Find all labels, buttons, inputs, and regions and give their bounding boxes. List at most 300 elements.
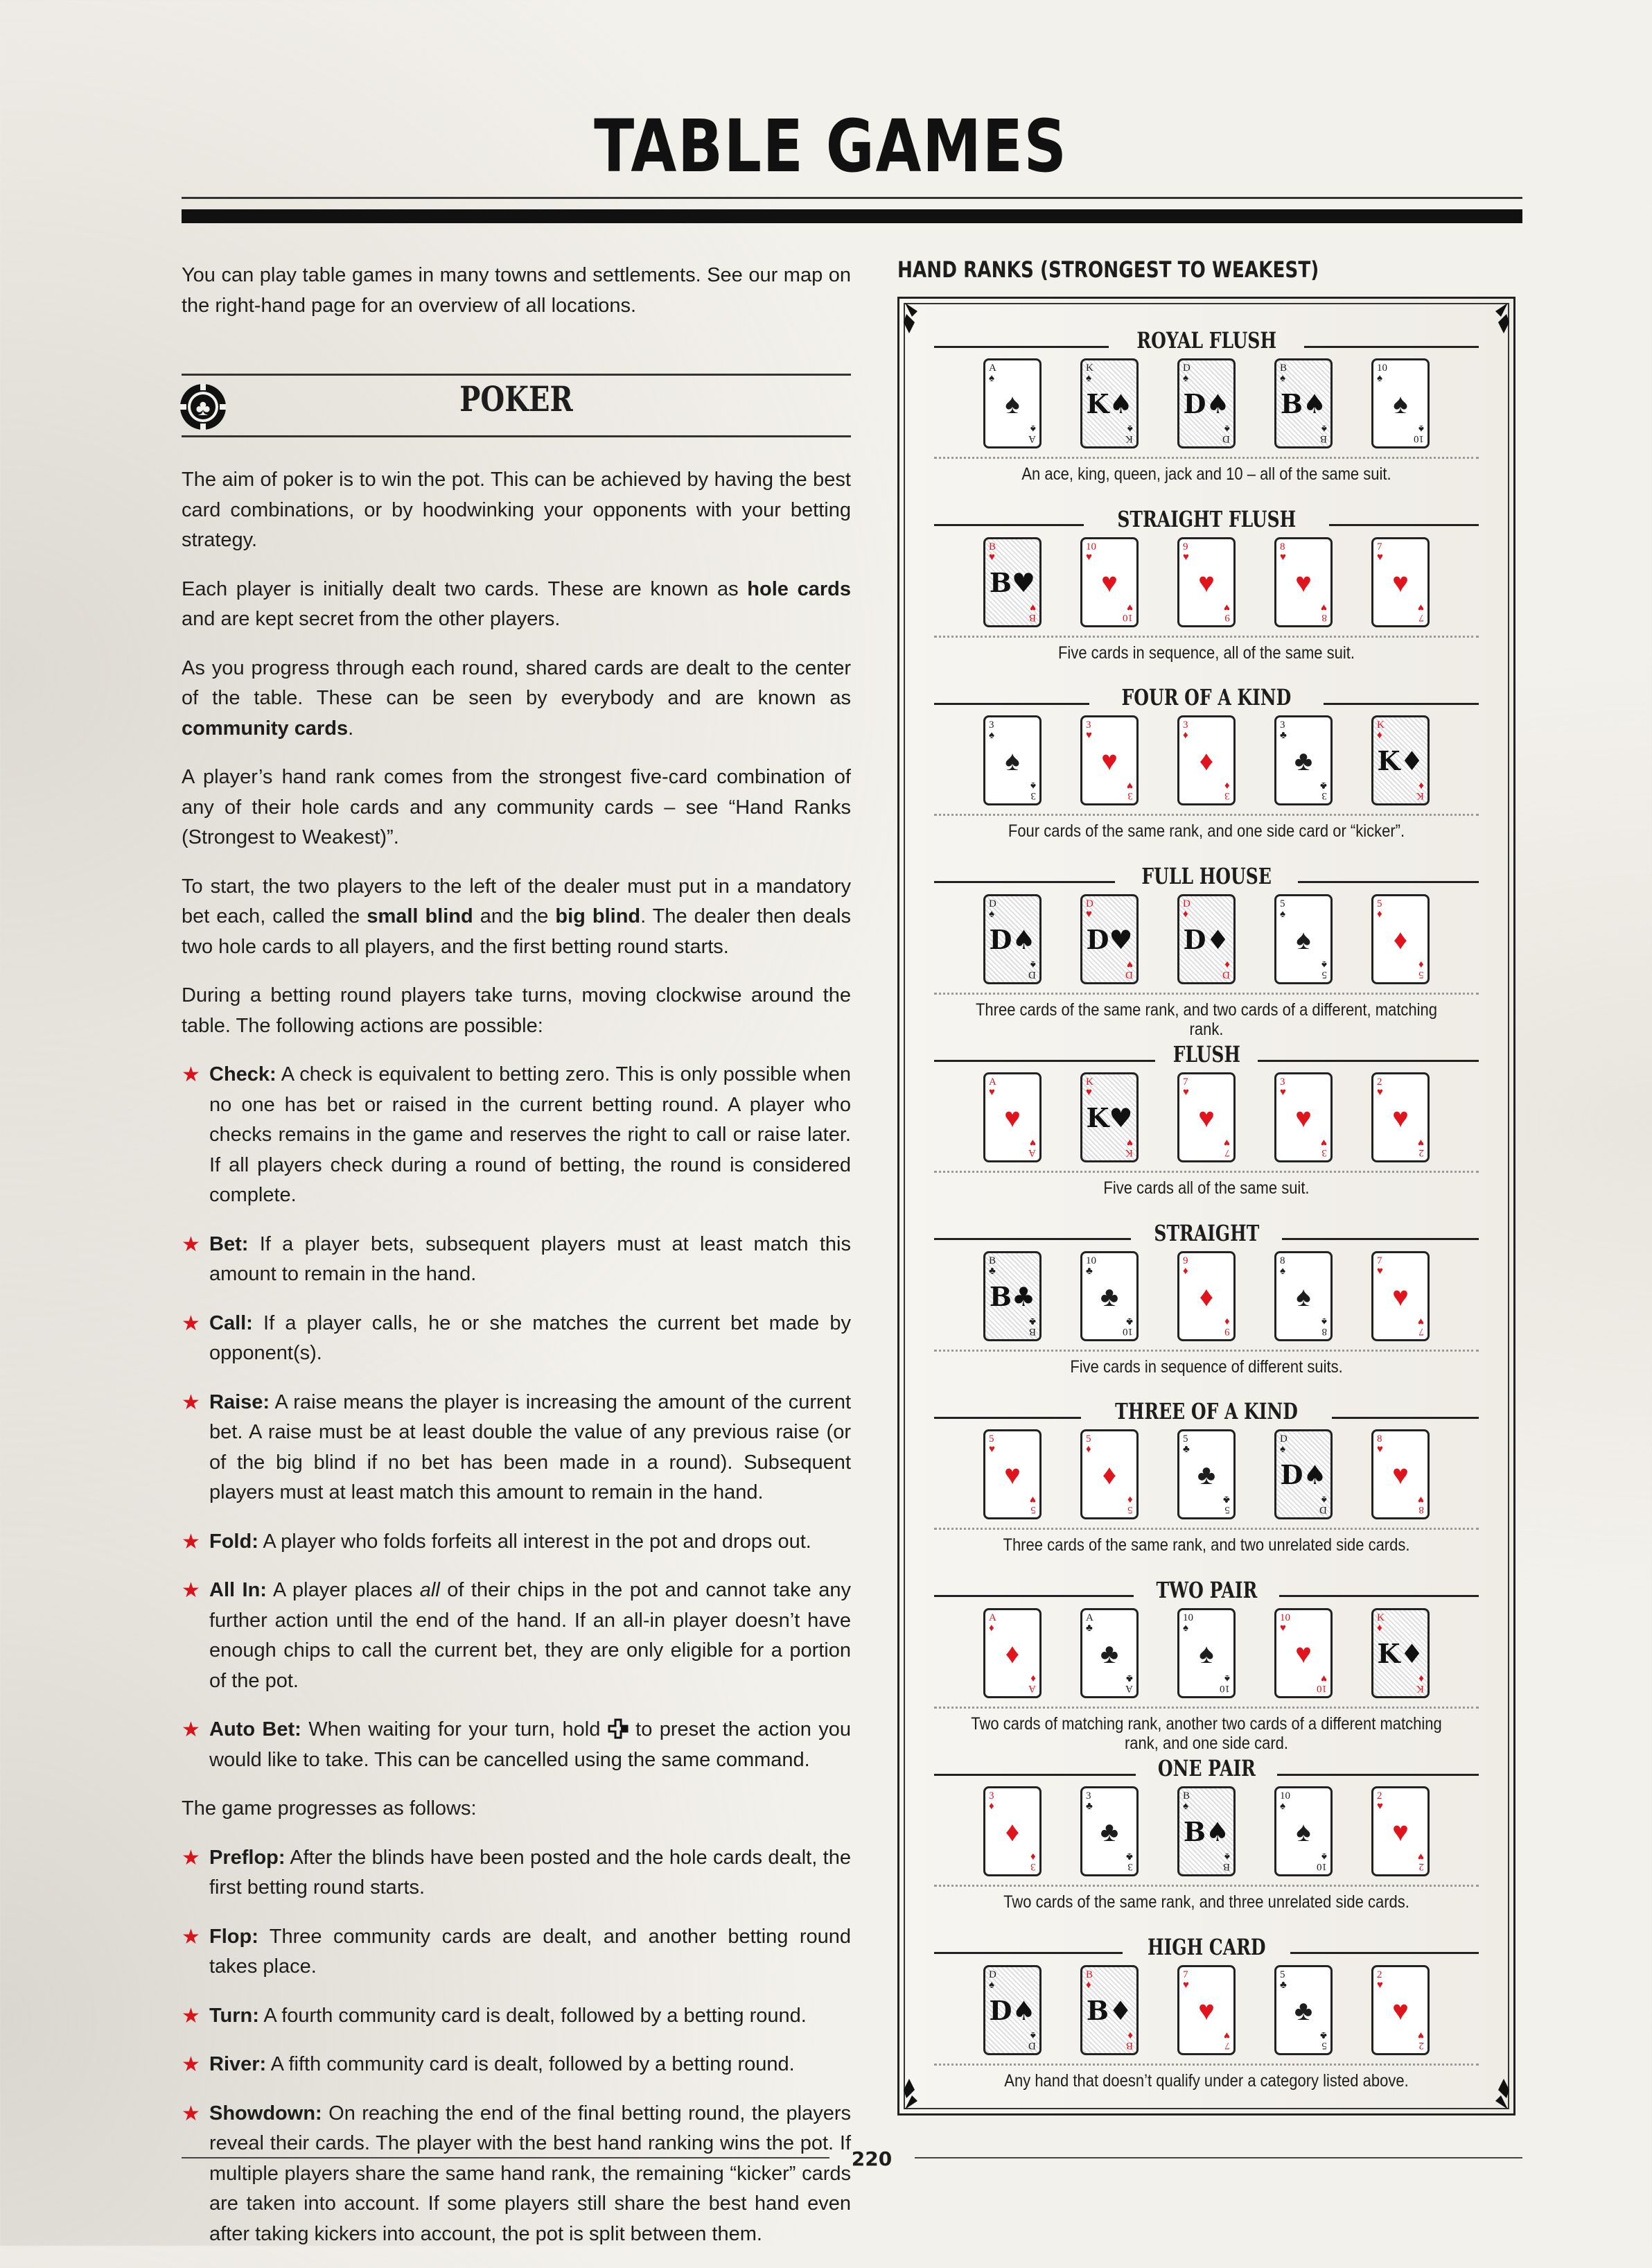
bold-term: community cards	[182, 717, 349, 740]
star-bullet-icon: ★	[182, 1925, 200, 1948]
section-caption: Three cards of the same rank, and two cards of a different, matching rank.	[975, 1000, 1438, 1039]
playing-card	[1080, 1786, 1139, 1876]
card-corner-rank: K ♦	[1416, 780, 1424, 801]
playing-card	[1080, 537, 1139, 627]
card-suit-icon: B♥	[989, 566, 1036, 598]
card-corner-rank: K ♥	[1086, 1076, 1093, 1098]
card-suit-icon: D♠	[1280, 1459, 1327, 1490]
bullet-item	[182, 1388, 851, 1508]
bullet-item	[182, 1527, 851, 1558]
section-title: STRAIGHT FLUSH	[1117, 505, 1296, 532]
section-title: TWO PAIR	[1156, 1576, 1257, 1603]
heading-rule	[1324, 703, 1479, 705]
section-heading	[934, 1396, 1479, 1427]
card-corner-rank: 5 ♦	[1377, 898, 1382, 920]
bold-term: Auto Bet:	[209, 1718, 301, 1741]
card-corner-rank: D ♠	[1028, 2029, 1036, 2051]
bold-term: small blind	[367, 905, 473, 927]
playing-card	[1371, 715, 1430, 805]
section-title: HIGH CARD	[1147, 1933, 1266, 1960]
card-corner-rank: 7 ♥	[1224, 1137, 1230, 1158]
card-corner-rank: 3 ♦	[1183, 719, 1188, 741]
card-corner-rank: 8 ♥	[1418, 1494, 1424, 1515]
section-heading	[934, 1218, 1479, 1248]
card-corner-rank: 5 ♣	[1183, 1433, 1190, 1455]
heading-rule	[934, 1238, 1131, 1240]
heading-rule	[934, 881, 1115, 883]
star-bullet-icon: ★	[182, 1311, 200, 1335]
paragraph	[182, 465, 851, 556]
heading-rule	[1258, 1060, 1479, 1062]
hand-rank-section	[899, 1039, 1513, 1218]
card-corner-rank: 7 ♥	[1183, 1969, 1189, 1991]
star-bullet-icon: ★	[182, 1390, 200, 1414]
heading-rule	[1329, 524, 1479, 526]
card-corner-rank: 9 ♦	[1183, 1255, 1188, 1277]
playing-card	[1274, 537, 1333, 627]
card-suit-icon: ♠	[1005, 389, 1020, 419]
card-corner-rank: D ♠	[1028, 958, 1036, 980]
playing-card	[983, 1251, 1042, 1341]
card-row	[899, 1608, 1513, 1698]
card-row	[899, 715, 1513, 805]
text-run: and are kept secret from the other players.	[182, 608, 561, 630]
playing-card	[1371, 1786, 1430, 1876]
section-heading	[934, 1932, 1479, 1962]
header-rule-thin	[182, 197, 1522, 199]
paragraph	[182, 575, 851, 635]
text-run: .	[348, 717, 354, 740]
poker-heading: POKER	[459, 378, 573, 419]
section-caption: Four cards of the same rank, and one side card or “kicker”.	[1008, 821, 1405, 841]
star-bullet-icon: ★	[182, 1063, 200, 1086]
text-run: On reaching the end of the final betting round, the players reveal their cards. The player with the best hand ranking wins the pot. If multiple players share the same hand rank, the remaining “kicker” cards are taken into account. If some players still share the best hand even after taking kickers into account, the pot is split between them.	[209, 2102, 851, 2245]
bullet-item	[182, 2001, 851, 2032]
card-corner-rank: 9 ♥	[1183, 541, 1189, 563]
card-suit-icon: ♦	[1393, 924, 1408, 955]
playing-card	[983, 715, 1042, 805]
card-corner-rank: 10 ♠	[1317, 1851, 1327, 1872]
section-title: THREE OF A KIND	[1115, 1398, 1298, 1424]
bold-term: big blind	[555, 905, 641, 927]
playing-card	[1177, 1072, 1236, 1162]
poker-section-header	[182, 374, 851, 437]
paragraph	[182, 654, 851, 744]
hand-rank-section	[899, 861, 1513, 1040]
section-heading	[934, 1575, 1479, 1605]
card-corner-rank: D ♦	[1222, 958, 1230, 980]
card-corner-rank: D ♥	[1125, 958, 1133, 980]
card-corner-rank: B ♣	[989, 1255, 996, 1277]
card-corner-rank: A ♣	[1086, 1612, 1093, 1634]
text-run: To start, the two players to the left of the dealer must put in a mandatory bet each, called the	[182, 875, 851, 927]
text-run: A fifth community card is dealt, followed by a betting round.	[266, 2053, 795, 2075]
dotted-divider	[934, 814, 1479, 816]
playing-card	[1371, 358, 1430, 448]
card-corner-rank: 5 ♥	[1030, 1494, 1036, 1515]
card-corner-rank: B ♣	[1028, 1315, 1036, 1337]
section-caption: An ace, king, queen, jack and 10 – all of the same suit.	[1021, 464, 1391, 484]
playing-card	[1177, 1608, 1236, 1698]
heading-rule	[934, 1060, 1155, 1062]
star-bullet-icon: ★	[182, 2004, 200, 2027]
card-suit-icon: ♠	[1296, 1281, 1311, 1312]
card-corner-rank: 3 ♥	[1127, 780, 1133, 801]
card-suit-icon: ♣	[1294, 746, 1313, 776]
card-suit-icon: B♦	[1086, 1994, 1133, 2026]
bold-term: Bet:	[209, 1232, 249, 1255]
card-corner-rank: B ♠	[1222, 1851, 1230, 1872]
playing-card	[1080, 1965, 1139, 2055]
heading-rule	[1277, 1774, 1479, 1776]
playing-card	[1080, 715, 1139, 805]
section-caption: Two cards of matching rank, another two cards of a different matching rank, and one side card.	[971, 1713, 1442, 1753]
playing-card	[1371, 1251, 1430, 1341]
card-corner-rank: D ♠	[1222, 423, 1230, 444]
card-suit-icon: ♥	[1101, 567, 1118, 598]
card-corner-rank: B ♦	[1125, 2029, 1133, 2051]
card-suit-icon: ♣	[1197, 1460, 1216, 1490]
card-corner-rank: 7 ♥	[1224, 2029, 1230, 2051]
card-corner-rank: 10 ♥	[1317, 1672, 1327, 1694]
card-corner-rank: 10 ♥	[1123, 601, 1133, 623]
card-suit-icon: D♦	[1183, 923, 1230, 955]
card-corner-rank: 10 ♥	[1086, 541, 1096, 563]
playing-card	[1177, 1251, 1236, 1341]
dotted-divider	[934, 1350, 1479, 1352]
card-corner-rank: 2 ♥	[1418, 1851, 1424, 1872]
card-corner-rank: 2 ♥	[1377, 1790, 1383, 1812]
card-suit-icon: ♣	[1100, 1817, 1119, 1847]
card-corner-rank: 10 ♠	[1414, 423, 1424, 444]
bullet-item	[182, 1576, 851, 1696]
card-corner-rank: 3 ♥	[1321, 1137, 1327, 1158]
card-corner-rank: 8 ♥	[1280, 541, 1286, 563]
card-corner-rank: 3 ♠	[1030, 780, 1036, 801]
card-row	[899, 1251, 1513, 1341]
bullet-item	[182, 1715, 851, 1775]
card-corner-rank: B ♦	[1086, 1969, 1093, 1991]
card-corner-rank: D ♠	[1183, 363, 1190, 384]
card-suit-icon: ♥	[1392, 1281, 1409, 1312]
bold-term: Turn:	[209, 2004, 259, 2027]
playing-card	[1177, 358, 1236, 448]
card-corner-rank: 9 ♦	[1224, 1315, 1230, 1337]
card-corner-rank: A ♥	[989, 1076, 996, 1098]
card-corner-rank: 3 ♦	[1030, 1851, 1036, 1872]
heading-rule	[934, 346, 1109, 348]
star-bullet-icon: ★	[182, 1530, 200, 1553]
playing-card	[1177, 1429, 1236, 1519]
card-corner-rank: K ♠	[1125, 423, 1133, 444]
card-suit-icon: ♥	[1198, 1103, 1215, 1133]
section-heading	[934, 1039, 1479, 1070]
card-corner-rank: 5 ♦	[1086, 1433, 1091, 1455]
card-corner-rank: K ♦	[1377, 719, 1385, 741]
playing-card	[1177, 1965, 1236, 2055]
playing-card	[983, 1608, 1042, 1698]
card-suit-icon: K♦	[1377, 1637, 1424, 1669]
bold-term: River:	[209, 2053, 267, 2075]
card-suit-icon: ♦	[1199, 746, 1214, 776]
card-corner-rank: 7 ♥	[1418, 601, 1424, 623]
heading-rule	[934, 524, 1084, 526]
header-rule-thick	[182, 209, 1522, 223]
section-title: ONE PAIR	[1157, 1755, 1256, 1781]
card-corner-rank: 5 ♦	[1418, 958, 1424, 980]
card-suit-icon: ♥	[1295, 567, 1312, 598]
bold-term: Raise:	[209, 1390, 270, 1413]
paragraph	[182, 981, 851, 1041]
card-suit-icon: ♦	[1199, 1281, 1214, 1312]
card-corner-rank: K ♥	[1125, 1137, 1133, 1158]
section-caption: Any hand that doesn’t qualify under a category listed above.	[1004, 2070, 1409, 2091]
card-corner-rank: B ♠	[1183, 1790, 1190, 1812]
hand-rank-section	[899, 1218, 1513, 1397]
page-number: 220	[851, 2147, 893, 2170]
bold-term: Showdown:	[209, 2102, 322, 2125]
section-caption: Five cards all of the same suit.	[1103, 1178, 1310, 1198]
playing-card	[983, 537, 1042, 627]
card-suit-icon: ♥	[1392, 1103, 1409, 1133]
dotted-divider	[934, 636, 1479, 638]
card-suit-icon: K♦	[1377, 745, 1424, 776]
section-title: STRAIGHT	[1154, 1219, 1259, 1246]
card-corner-rank: 2 ♥	[1377, 1969, 1383, 1991]
card-row	[899, 358, 1513, 448]
section-caption: Three cards of the same rank, and two unrelated side cards.	[1003, 1535, 1410, 1555]
card-suit-icon: B♠	[1183, 1816, 1230, 1847]
playing-card	[1371, 537, 1430, 627]
card-suit-icon: ♠	[1393, 389, 1408, 419]
card-corner-rank: 3 ♣	[1320, 780, 1327, 801]
star-bullet-icon: ★	[182, 1579, 200, 1602]
text-run: A check is equivalent to betting zero. This is only possible when no one has bet or raised in the current betting round. A player who checks remains in the game and reserves the right to call or raise later. If all players check during a round of betting, the round is considered complete.	[209, 1063, 851, 1206]
card-corner-rank: D ♥	[1086, 898, 1093, 920]
card-suit-icon: ♥	[1295, 1103, 1312, 1133]
card-corner-rank: 5 ♣	[1320, 2029, 1327, 2051]
playing-card	[1371, 1965, 1430, 2055]
section-caption: Five cards in sequence, all of the same suit.	[1057, 643, 1355, 663]
card-corner-rank: A ♠	[989, 363, 996, 384]
card-corner-rank: B ♠	[1319, 423, 1327, 444]
playing-card	[1274, 1608, 1333, 1698]
playing-card	[1274, 715, 1333, 805]
dotted-divider	[934, 1171, 1479, 1173]
playing-card	[1080, 358, 1139, 448]
text-run: During a betting round players take turns, moving clockwise around the table. The following actions are possible:	[182, 984, 851, 1037]
playing-card	[1274, 1965, 1333, 2055]
dpad-icon	[608, 1718, 629, 1739]
text-run: Three community cards are dealt, and another betting round takes place.	[209, 1925, 851, 1978]
section-heading	[934, 504, 1479, 534]
card-corner-rank: 2 ♥	[1418, 1137, 1424, 1158]
card-row	[899, 1965, 1513, 2055]
card-corner-rank: 7 ♥	[1418, 1315, 1424, 1337]
card-suit-icon: ♥	[1392, 1995, 1409, 2026]
poker-body	[182, 465, 851, 2249]
card-corner-rank: 8 ♠	[1280, 1255, 1285, 1277]
card-corner-rank: 7 ♥	[1377, 541, 1383, 563]
paragraph	[182, 1794, 851, 1824]
bold-term: hole cards	[747, 577, 851, 600]
text-run: Each player is initially dealt two cards. These are known as	[182, 577, 748, 600]
section-caption: Five cards in sequence of different suits.	[1070, 1357, 1343, 1377]
playing-card	[1274, 894, 1333, 984]
playing-card	[1274, 1786, 1333, 1876]
card-row	[899, 537, 1513, 627]
card-corner-rank: 5 ♠	[1321, 958, 1327, 980]
card-corner-rank: B ♠	[1280, 363, 1288, 384]
star-bullet-icon: ★	[182, 2102, 200, 2125]
dotted-divider	[934, 2064, 1479, 2066]
hand-rank-section	[899, 682, 1513, 861]
card-corner-rank: 3 ♣	[1126, 1851, 1133, 1872]
playing-card	[1274, 1429, 1333, 1519]
playing-card	[983, 358, 1042, 448]
card-suit-icon: ♥	[1004, 1460, 1021, 1490]
bullet-item	[182, 1060, 851, 1211]
card-corner-rank: 3 ♣	[1280, 719, 1287, 741]
heading-rule	[934, 1774, 1136, 1776]
card-corner-rank: 3 ♦	[989, 1790, 994, 1812]
card-suit-icon: ♥	[1295, 1638, 1312, 1669]
card-corner-rank: 5 ♦	[1127, 1494, 1133, 1515]
playing-card	[983, 1786, 1042, 1876]
card-suit-icon: ♠	[1296, 1817, 1311, 1847]
card-suit-icon: ♥	[1198, 567, 1215, 598]
text-run: of their chips in the pot and cannot take any further action until the end of the hand. If an all-in player doesn’t have enough chips to call the current bet, they are only eligible for a portion of the pot.	[209, 1579, 851, 1692]
playing-card	[1274, 358, 1333, 448]
playing-card	[1371, 1429, 1430, 1519]
intro-text: You can play table games in many towns and settlements. See our map on the right-hand page for an overview of all locations.	[182, 264, 851, 317]
section-title: FULL HOUSE	[1141, 862, 1272, 889]
card-corner-rank: D ♠	[989, 898, 996, 920]
hand-rank-section	[899, 1575, 1513, 1754]
card-corner-rank: 2 ♥	[1418, 2029, 1424, 2051]
card-suit-icon: ♥	[1392, 567, 1409, 598]
card-corner-rank: 8 ♥	[1321, 601, 1327, 623]
card-suit-icon: ♣	[1100, 1281, 1119, 1312]
card-corner-rank: B ♥	[1028, 601, 1036, 623]
card-suit-icon: ♦	[1005, 1638, 1020, 1669]
text-run: The game progresses as follows:	[182, 1797, 477, 1820]
card-corner-rank: 10 ♣	[1086, 1255, 1096, 1277]
card-suit-icon: B♣	[989, 1280, 1036, 1312]
heading-rule	[934, 1952, 1123, 1954]
card-suit-icon: ♥	[1101, 746, 1118, 776]
text-run: A player’s hand rank comes from the strongest five-card combination of any of their hole cards and any community cards – see “Hand Ranks (Strongest to Weakest)”.	[182, 766, 851, 848]
card-suit-icon: ♠	[1296, 924, 1311, 955]
card-corner-rank: A ♠	[1028, 423, 1036, 444]
playing-card	[1177, 1786, 1236, 1876]
section-heading	[934, 682, 1479, 713]
card-corner-rank: A ♥	[1028, 1137, 1036, 1158]
hand-ranks-panel	[897, 297, 1515, 2116]
bullet-item	[182, 1843, 851, 1903]
hand-rank-section	[899, 1753, 1513, 1932]
dotted-divider	[934, 1528, 1479, 1530]
bold-term: Fold:	[209, 1530, 258, 1553]
card-corner-rank: A ♦	[989, 1612, 996, 1634]
dotted-divider	[934, 993, 1479, 995]
card-corner-rank: 10 ♥	[1280, 1612, 1290, 1634]
card-suit-icon: K♠	[1086, 388, 1133, 419]
heading-rule	[1279, 1595, 1479, 1597]
section-heading	[934, 1753, 1479, 1783]
card-suit-icon: D♥	[1086, 923, 1133, 955]
hand-rank-section	[899, 504, 1513, 683]
playing-card	[1080, 894, 1139, 984]
card-suit-icon: ♦	[1102, 1460, 1117, 1490]
card-corner-rank: 8 ♠	[1321, 1315, 1327, 1337]
section-heading	[934, 861, 1479, 891]
card-corner-rank: D ♠	[989, 1969, 996, 1991]
footer-rule-left	[182, 2157, 829, 2158]
card-suit-icon: ♥	[1004, 1103, 1021, 1133]
playing-card	[983, 1965, 1042, 2055]
bold-term: Flop:	[209, 1925, 258, 1948]
bullet-item	[182, 1922, 851, 1982]
hand-rank-sections	[899, 325, 1513, 2110]
text-run: As you progress through each round, shared cards are dealt to the center of the table. These can be seen by everybody and are known as	[182, 656, 851, 709]
card-corner-rank: 2 ♥	[1377, 1076, 1383, 1098]
card-suit-icon: ♥	[1392, 1460, 1409, 1490]
heading-rule	[1290, 1952, 1479, 1954]
text-run: A player who folds forfeits all interest in the pot and drops out.	[258, 1530, 811, 1553]
card-suit-icon: K♥	[1086, 1102, 1133, 1133]
playing-card	[1177, 715, 1236, 805]
bullet-item	[182, 2050, 851, 2080]
card-suit-icon: ♦	[1005, 1817, 1020, 1847]
section-title: ROYAL FLUSH	[1136, 327, 1276, 354]
card-row	[899, 1786, 1513, 1876]
card-corner-rank: K ♠	[1086, 363, 1093, 384]
card-corner-rank: D ♠	[1280, 1433, 1288, 1455]
bold-term: All In:	[209, 1579, 267, 1601]
section-heading	[934, 325, 1479, 356]
card-corner-rank: 7 ♥	[1183, 1076, 1189, 1098]
card-suit-icon: ♣	[1100, 1638, 1119, 1669]
card-suit-icon: ♠	[1199, 1638, 1214, 1669]
card-suit-icon: D♠	[989, 1994, 1036, 2026]
card-corner-rank: 10 ♠	[1183, 1612, 1193, 1634]
hand-rank-section	[899, 325, 1513, 504]
card-corner-rank: 3 ♣	[1086, 1790, 1093, 1812]
left-column	[182, 261, 851, 2268]
card-suit-icon: D♠	[1183, 388, 1230, 419]
playing-card	[983, 1072, 1042, 1162]
card-corner-rank: 3 ♦	[1224, 780, 1230, 801]
bold-term: Check:	[209, 1063, 276, 1085]
heading-rule	[1298, 881, 1479, 883]
text-run: After the blinds have been posted and the hole cards dealt, the first betting round starts.	[209, 1846, 851, 1899]
dotted-divider	[934, 1707, 1479, 1709]
hand-rank-section	[899, 1932, 1513, 2111]
card-suit-icon: B♠	[1280, 388, 1327, 419]
section-title: FLUSH	[1172, 1041, 1240, 1067]
card-suit-icon: ♥	[1198, 1995, 1215, 2026]
text-run: A player places	[266, 1579, 420, 1601]
card-row	[899, 1072, 1513, 1162]
playing-card	[1177, 537, 1236, 627]
playing-card	[983, 1429, 1042, 1519]
hand-ranks-heading: HAND RANKS (STRONGEST TO WEAKEST)	[897, 256, 1319, 283]
playing-card	[1371, 1072, 1430, 1162]
section-caption: Two cards of the same rank, and three unrelated side cards.	[1003, 1892, 1409, 1912]
card-corner-rank: K ♦	[1416, 1672, 1424, 1694]
playing-card	[983, 894, 1042, 984]
